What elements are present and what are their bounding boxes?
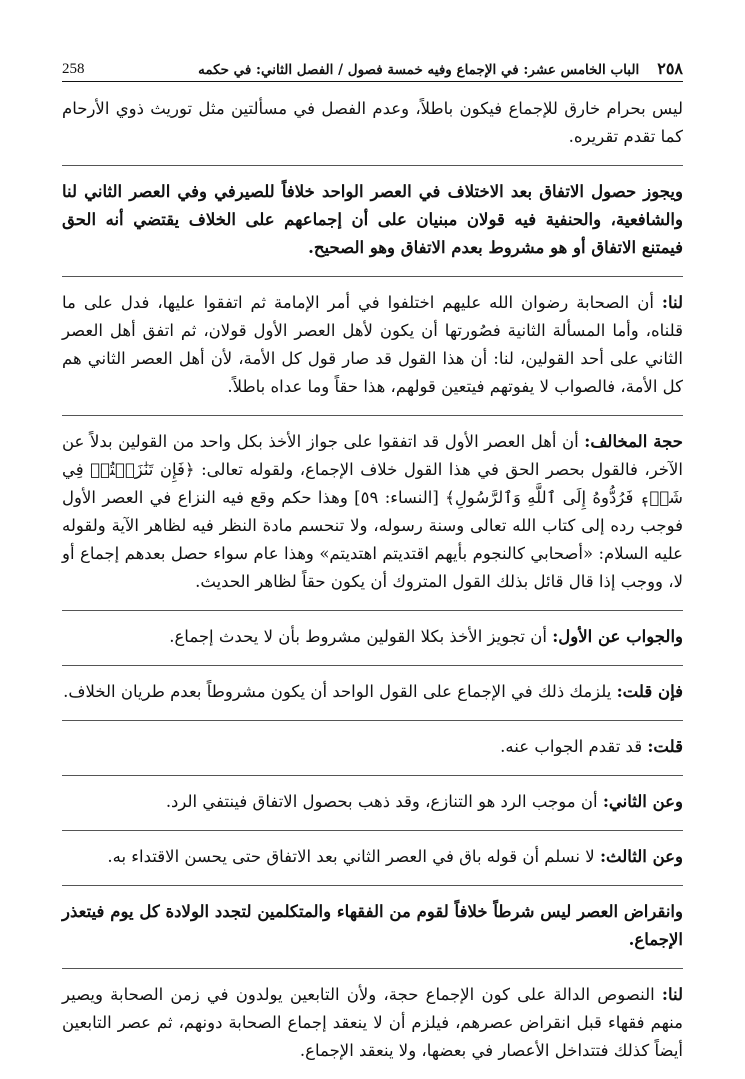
paragraph-text: وانقراض العصر ليس شرطاً خلافاً لقوم من الفقهاء والمتكلمين لتجدد الولادة كل يوم فيتعذر الإجماع. [62,902,683,949]
paragraph-lead: لنا: [661,293,683,312]
paragraph-lead: والجواب عن الأول: [552,627,683,646]
paragraph-lead: وعن الثاني: [602,792,683,811]
separator-rule [62,720,683,721]
paragraph-rule-statement [62,178,683,262]
running-title: الباب الخامس عشر: في الإجماع وفيه خمسة فصول / الفصل الثاني: في حكمه [198,62,640,78]
paragraph-rule-statement [62,898,683,954]
paragraph-lead: فإن قلت: [616,682,683,701]
separator-rule [62,165,683,166]
paragraph-our-evidence [62,289,683,401]
header-right [198,59,683,78]
paragraph-lead: وعن الثالث: [599,847,683,866]
paragraph-reply [62,733,683,761]
paragraph-text: أن أهل العصر الأول قد اتفقوا على جواز الأخذ بكل واحد من القولين بدلاً عن الآخر، فالقول بحصر الحق في هذا القول خلاف الإجماع، ولقوله تعالى: ﴿فَإِن تَنَٰزَعۡتُمۡ فِي شَيۡءٖ فَرُدُّوهُ إِلَى ٱللَّهِ وَٱلرَّسُولِ﴾ [النساء: ٥٩] وهذا حكم وقع فيه النزاع في العصر الأول فوجب رده إلى كتاب الله تعالى وسنة رسوله، ولا تنحسم مادة النظر فيه لظاهر الآية ولقوله عليه السلام: «أصحابي كالنجوم بأيهم اقتديتم اهتديتم» وهذا عام سواء حصل بعدهم إجماع أو لا، ووجب إذا قال قائل بذلك القول المتروك أن يكون حقاً لظاهر الحديث. [62,432,684,591]
paragraph-opponent-argument [62,428,683,596]
paragraph-our-evidence [62,981,683,1065]
paragraph-text: قد تقدم الجواب عنه. [500,737,648,756]
separator-rule [62,415,683,416]
page-number-arabic: ٢٥٨ [657,59,683,78]
page-number-latin: 258 [62,61,85,77]
separator-rule [62,885,683,886]
separator-rule [62,610,683,611]
paragraph-answer-third [62,843,683,871]
running-header [62,58,683,82]
paragraph-text: ليس بحرام خارق للإجماع فيكون باطلاً، وعدم الفصل في مسألتين مثل توريث ذوي الأرحام كما تقدم تقريره. [62,99,683,146]
paragraph-objection [62,678,683,706]
page-body [62,95,683,1079]
paragraph-answer-first [62,623,683,651]
separator-rule [62,665,683,666]
paragraph-text: ويجوز حصول الاتفاق بعد الاختلاف في العصر الواحد خلافاً للصيرفي وفي العصر الثاني لنا والشافعية، والحنفية فيه قولان مبنيان على أن إجماعهم على الخلاف يقتضي أنه الحق فيمتنع الاتفاق أو هو مشروط بعدم الاتفاق وهو الصحيح. [62,182,683,257]
paragraph-text: أن موجب الرد هو التنازع، وقد ذهب بحصول الاتفاق فينتفي الرد. [165,792,603,811]
paragraph-text: لا نسلم أن قوله باق في العصر الثاني بعد الاتفاق حتى يحسن الاقتداء به. [107,847,600,866]
paragraph-lead: قلت: [647,737,683,756]
paragraph-text: أن تجويز الأخذ بكلا القولين مشروط بأن لا يحدث إجماع. [169,627,553,646]
separator-rule [62,830,683,831]
separator-rule [62,775,683,776]
separator-rule [62,276,683,277]
paragraph-answer-second [62,788,683,816]
separator-rule [62,968,683,969]
paragraph-continuation [62,95,683,151]
paragraph-text: النصوص الدالة على كون الإجماع حجة، ولأن التابعين يولدون في زمن الصحابة ويصير منهم فقهاء قبل انقراض عصرهم، فيلزم أن لا ينعقد إجماع الصحابة دونهم، ثم عصر التابعين أيضاً كذلك فتتداخل الأعصار في بعضها، ولا ينعقد الإجماع. [62,985,683,1060]
paragraph-text: يلزمك ذلك في الإجماع على القول الواحد أن يكون مشروطاً بعدم طريان الخلاف. [63,682,617,701]
paragraph-lead: لنا: [661,985,683,1004]
paragraph-lead: حجة المخالف: [584,432,684,451]
paragraph-text: أن الصحابة رضوان الله عليهم اختلفوا في أمر الإمامة ثم اتفقوا عليها، فدل على ما قلناه، وأما المسألة الثانية فصُورتها أن يكون لأهل العصر الأول قولان، ثم اتفق أهل العصر الثاني على أحد القولين، لنا: أن هذا القول قد صار قول كل الأمة، لأن أهل العصر الثاني هم كل الأمة، فالصواب لا يفوتهم فيتعين قولهم، هذا حقاً وما عداه باطلاً. [62,293,683,396]
